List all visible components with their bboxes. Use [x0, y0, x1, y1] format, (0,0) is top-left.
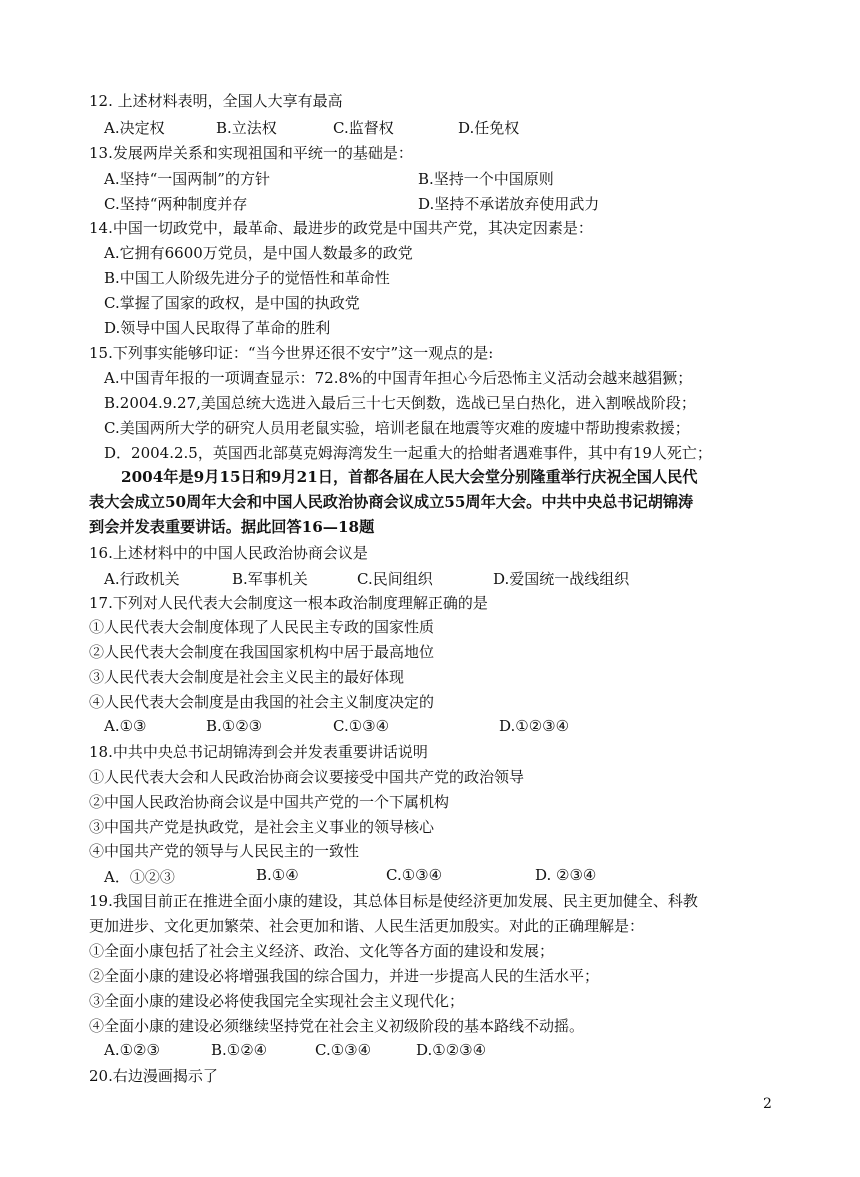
statement-1: ①人民代表大会和人民政治协商会议要接受中国共产党的政治领导: [89, 768, 525, 786]
option-a: A.①②③: [104, 1041, 160, 1059]
statement-3: ③人民代表大会制度是社会主义民主的最好体现: [89, 668, 405, 686]
statement-1: ①全面小康包括了社会主义经济、政治、文化等各方面的建设和发展；: [89, 942, 555, 960]
option-b: B.①②③: [206, 717, 263, 735]
question-17-stem: 17.下列对人民代表大会制度这一根本政治制度理解正确的是: [89, 594, 488, 612]
question-19-options: [0, 1041, 860, 1063]
option-a: A.决定权: [104, 119, 165, 137]
option-d: D.任免权: [458, 119, 520, 137]
option-b: B.2004.9.27,美国总统大选进入最后三十七天倒数，选战已呈白热化，进入割喉战阶段；: [104, 394, 696, 412]
option-d: D. ②③④: [535, 866, 597, 884]
question-13-options-row2: [0, 193, 860, 215]
page-number: 2: [763, 1096, 772, 1112]
question-14-stem: 14.中国一切政党中，最革命、最进步的政党是中国共产党，其决定因素是：: [89, 219, 593, 237]
question-18-stem: 18.中共中央总书记胡锦涛到会并发表重要讲话说明: [89, 743, 428, 761]
question-20-stem: 20.右边漫画揭示了: [89, 1067, 218, 1085]
statement-4: ④全面小康的建设必须继续坚持党在社会主义初级阶段的基本路线不动摇。: [89, 1017, 585, 1035]
question-13-options-row1: [0, 168, 860, 190]
statement-3: ③全面小康的建设必将使我国完全实现社会主义现代化；: [89, 992, 465, 1010]
statement-2: ②人民代表大会制度在我国国家机构中居于最高地位: [89, 643, 435, 661]
question-18-options: [0, 866, 860, 888]
option-a: A.坚持“一国两制”的方针: [104, 170, 270, 188]
option-d: D.①②③④: [499, 717, 570, 735]
statement-4: ④中国共产党的领导与人民民主的一致性: [89, 842, 360, 860]
statement-2: ②全面小康的建设必将增强我国的综合国力，并进一步提高人民的生活水平；: [89, 967, 600, 985]
option-b: B.①④: [256, 866, 299, 884]
option-b: B.坚持一个中国原则: [418, 170, 554, 188]
question-17-options: [0, 717, 860, 739]
option-c: C.①③④: [333, 717, 390, 735]
statement-4: ④人民代表大会制度是由我国的社会主义制度决定的: [89, 693, 435, 711]
option-d: D.领导中国人民取得了革命的胜利: [104, 319, 331, 337]
option-b: B.①②④: [211, 1041, 268, 1059]
question-19-stem-line-1: 19.我国目前正在推进全面小康的建设，其总体目标是使经济更加发展、民主更加健全、科教: [89, 892, 698, 910]
question-19-stem-line-2: 更加进步、文化更加繁荣、社会更加和谐、人民生活更加殷实。对此的正确理解是：: [89, 917, 645, 935]
statement-1: ①人民代表大会制度体现了人民民主专政的国家性质: [89, 618, 435, 636]
option-b: B.立法权: [216, 119, 277, 137]
question-13-stem: 13.发展两岸关系和实现祖国和平统一的基础是：: [89, 144, 413, 162]
option-a: A．①②③: [104, 868, 175, 886]
option-b: B.军事机关: [232, 570, 308, 588]
option-c: C.坚持“两种制度并存: [104, 195, 248, 213]
question-12-stem: 12. 上述材料表明，全国人大享有最高: [89, 92, 343, 110]
option-a: A.行政机关: [104, 570, 180, 588]
statement-2: ②中国人民政治协商会议是中国共产党的一个下属机构: [89, 793, 450, 811]
option-d: D.爱国统一战线组织: [493, 570, 630, 588]
material-line-3: 到会并发表重要讲话。据此回答16—18题: [89, 518, 375, 536]
question-16-stem: 16.上述材料中的中国人民政治协商会议是: [89, 544, 368, 562]
option-d: D．2004.2.5，英国西北部莫克姆海湾发生一起重大的拾蚶者遇难事件，其中有19人死亡；: [104, 444, 712, 462]
statement-3: ③中国共产党是执政党，是社会主义事业的领导核心: [89, 818, 435, 836]
option-d: D.①②③④: [416, 1041, 487, 1059]
option-c: C.①③④: [386, 866, 443, 884]
material-line-2: 表大会成立50周年大会和中国人民政治协商会议成立55周年大会。中共中央总书记胡锦涛: [89, 493, 694, 511]
option-c: C.①③④: [315, 1041, 372, 1059]
option-a: A.它拥有6600万党员，是中国人数最多的政党: [104, 244, 413, 262]
option-c: C.监督权: [333, 119, 394, 137]
option-a: A.中国青年报的一项调查显示：72.8%的中国青年担心今后恐怖主义活动会越来越猖獗；: [104, 369, 693, 387]
option-d: D.坚持不承诺放弃使用武力: [418, 195, 600, 213]
option-b: B.中国工人阶级先进分子的觉悟性和革命性: [104, 269, 390, 287]
option-c: C.掌握了国家的政权，是中国的执政党: [104, 294, 360, 312]
option-a: A.①③: [104, 717, 147, 735]
option-c: C.民间组织: [357, 570, 433, 588]
question-15-stem: 15.下列事实能够印证：“当今世界还很不安宁”这一观点的是:: [89, 344, 494, 362]
material-line-1: 2004年是9月15日和9月21日，首都各届在人民大会堂分别隆重举行庆祝全国人民代: [121, 468, 698, 486]
question-12-options: [0, 117, 860, 139]
question-16-options: [0, 568, 860, 590]
option-c: C.美国两所大学的研究人员用老鼠实验，培训老鼠在地震等灾难的废墟中帮助搜索救援；: [104, 419, 690, 437]
